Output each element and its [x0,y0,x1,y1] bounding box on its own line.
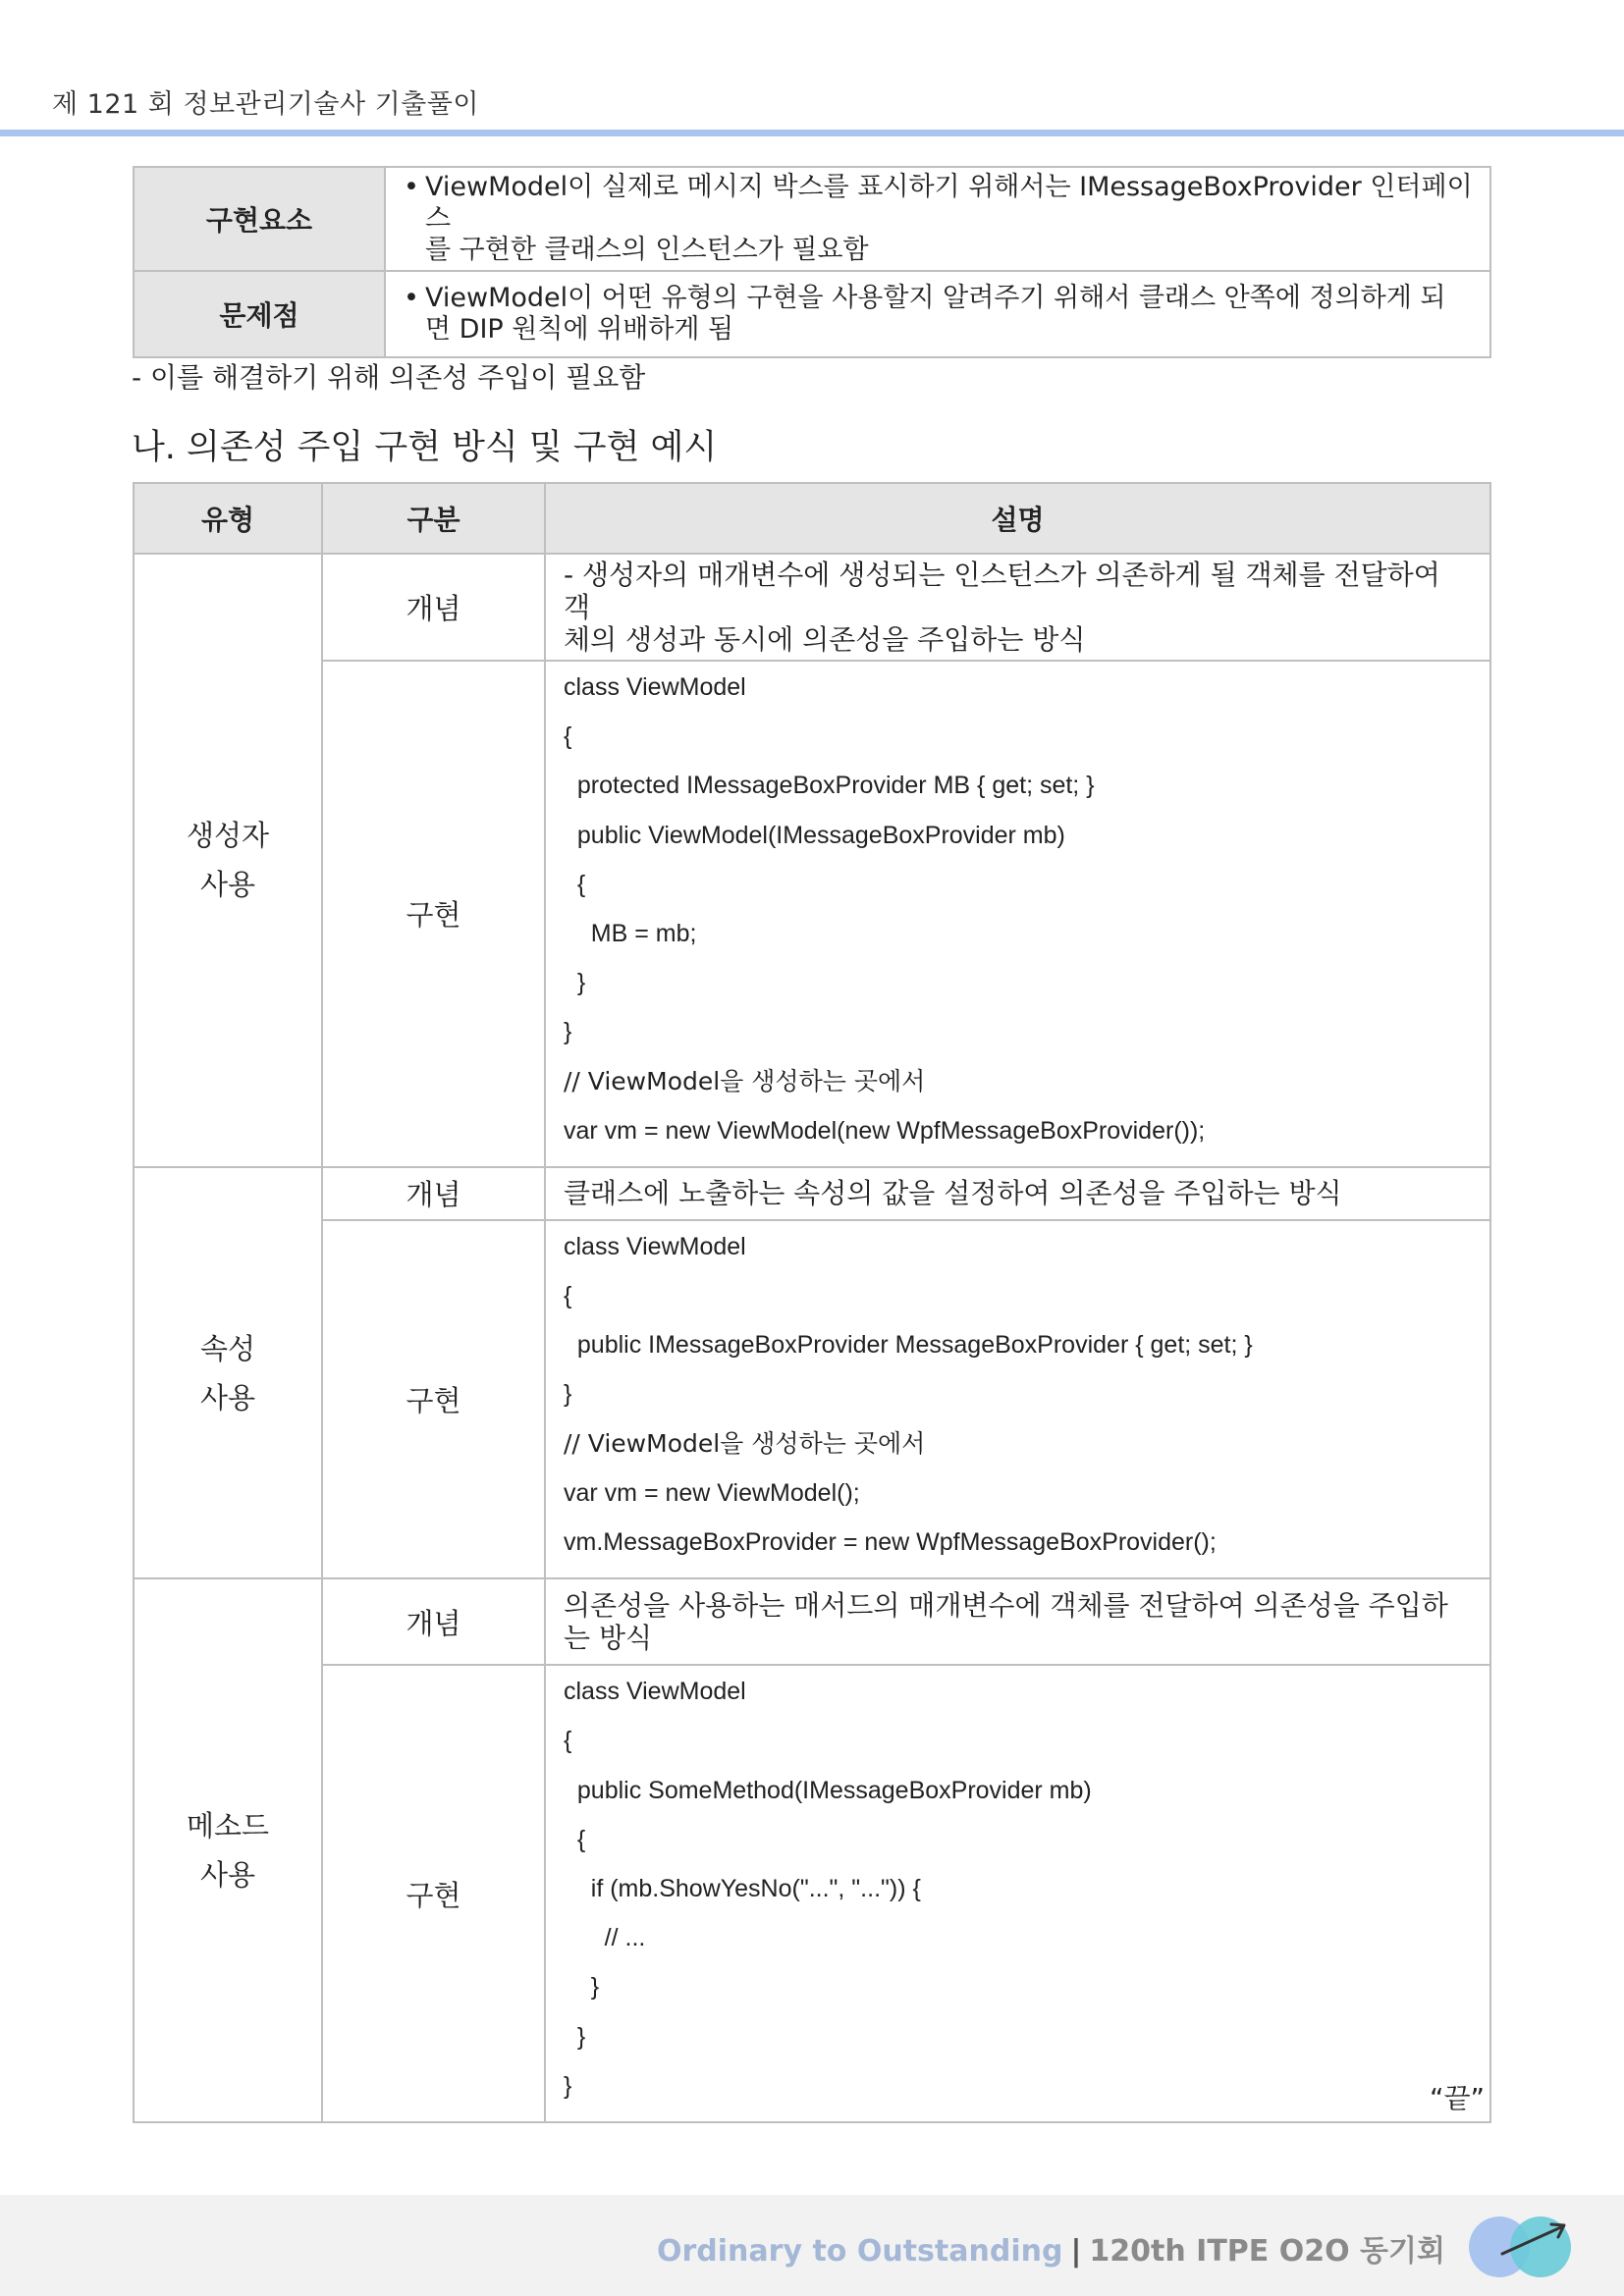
end-mark: “끝” [1430,2082,1486,2114]
code-line: protected IMessageBoxProvider MB { get; set; } [564,772,1095,800]
row-label: 문제점 [134,271,385,357]
footer-separator: | [1070,2234,1082,2269]
note-text: - 이를 해결하기 위해 의존성 주입이 필요함 [132,361,646,394]
o2o-logo-icon [1467,2213,1575,2281]
code-line: public IMessageBoxProvider MessageBoxProvider { get; set; } [564,1331,1253,1360]
type-cell: 메소드 사용 [134,1578,322,2122]
description-line: 를 구현한 클래스의 인스턴스가 필요함 [425,235,869,265]
concept-label: 개념 [322,554,545,661]
type-cell: 생성자 사용 [134,554,322,1167]
table-row [134,661,1490,1167]
impl-label: 구현 [322,1220,545,1578]
code-line: } [564,969,586,997]
code-line: if (mb.ShowYesNo("...", "...")) { [564,1874,921,1902]
code-line: { [564,870,586,898]
table-row [134,1220,1490,1578]
impl-label: 구현 [322,661,545,1167]
header-title: 제 121 회 정보관리기술사 기출풀이 [52,89,479,120]
code-line: } [564,1380,572,1409]
problem-table [133,166,1491,358]
type-cell: 속성 사용 [134,1167,322,1578]
description-line: ViewModel이 어떤 유형의 구현을 사용할지 알려주기 위해서 클래스 안쪽에 정의하게 되 [425,283,1446,313]
concept-description: 클래스에 노출하는 속성의 값을 설정하여 의존성을 주입하는 방식 [545,1167,1490,1220]
column-header: 설명 [545,483,1490,554]
code-line: } [564,1973,600,2002]
code-line: // ... [564,1924,646,1952]
table-header-row [134,483,1490,554]
table-row [134,271,1490,357]
footer-group: 120th ITPE O2O 동기회 [1089,2234,1445,2269]
code-line: // ViewModel을 생성하는 곳에서 [564,1428,926,1458]
code-line: { [564,1282,572,1310]
code-line: class ViewModel [564,1232,746,1260]
column-header: 유형 [134,483,322,554]
description-line: ViewModel이 실제로 메시지 박스를 표시하기 위해서는 IMessageBoxProvider 인터페이스 [425,172,1473,234]
code-line: // ViewModel을 생성하는 곳에서 [564,1066,926,1095]
di-methods-table [133,482,1491,2123]
code-line: { [564,1825,586,1853]
code-line: public SomeMethod(IMessageBoxProvider mb) [564,1776,1092,1804]
code-line: vm.MessageBoxProvider = new WpfMessageBoxProvider(); [564,1528,1217,1556]
concept-label: 개념 [322,1578,545,1665]
header-divider [0,130,1624,136]
row-description: • ViewModel이 어떤 유형의 구현을 사용할지 알려주기 위해서 클래스 안쪽에 정의하게 되 면 DIP 원칙에 위배하게 됨 [385,271,1490,357]
code-block [545,1220,1490,1578]
column-header: 구분 [322,483,545,554]
table-row [134,167,1490,271]
footer-text [657,2226,1445,2269]
code-line: } [564,1018,572,1046]
table-row [134,1665,1490,2122]
footer-slogan: Ordinary to Outstanding [657,2234,1063,2269]
section-title: 나. 의존성 주입 구현 방식 및 구현 예시 [132,428,718,467]
code-line: var vm = new ViewModel(); [564,1478,860,1507]
code-block [545,1665,1490,2122]
concept-label: 개념 [322,1167,545,1220]
concept-description: - 생성자의 매개변수에 생성되는 인스턴스가 의존하게 될 객체를 전달하여 객 체의 생성과 동시에 의존성을 주입하는 방식 [545,554,1490,661]
description-line: 면 DIP 원칙에 위배하게 됨 [425,314,734,345]
code-line: } [564,2022,586,2051]
code-line: } [564,2071,572,2100]
code-line: { [564,722,572,751]
table-row [134,554,1490,661]
footer [0,2195,1624,2296]
code-block [545,661,1490,1167]
code-line: class ViewModel [564,1678,746,1706]
impl-label: 구현 [322,1665,545,2122]
code-line: public ViewModel(IMessageBoxProvider mb) [564,821,1065,849]
row-label: 구현요소 [134,167,385,271]
code-line: class ViewModel [564,673,746,701]
row-description: • ViewModel이 실제로 메시지 박스를 표시하기 위해서는 IMessageBoxProvider 인터페이스 를 구현한 클래스의 인스턴스가 필요함 [385,167,1490,271]
code-line: { [564,1727,572,1755]
table-row [134,1167,1490,1220]
concept-description: 의존성을 사용하는 매서드의 매개변수에 객체를 전달하여 의존성을 주입하 는 방식 [545,1578,1490,1665]
code-line: MB = mb; [564,919,697,947]
table-row [134,1578,1490,1665]
code-line: var vm = new ViewModel(new WpfMessageBoxProvider()); [564,1116,1206,1145]
